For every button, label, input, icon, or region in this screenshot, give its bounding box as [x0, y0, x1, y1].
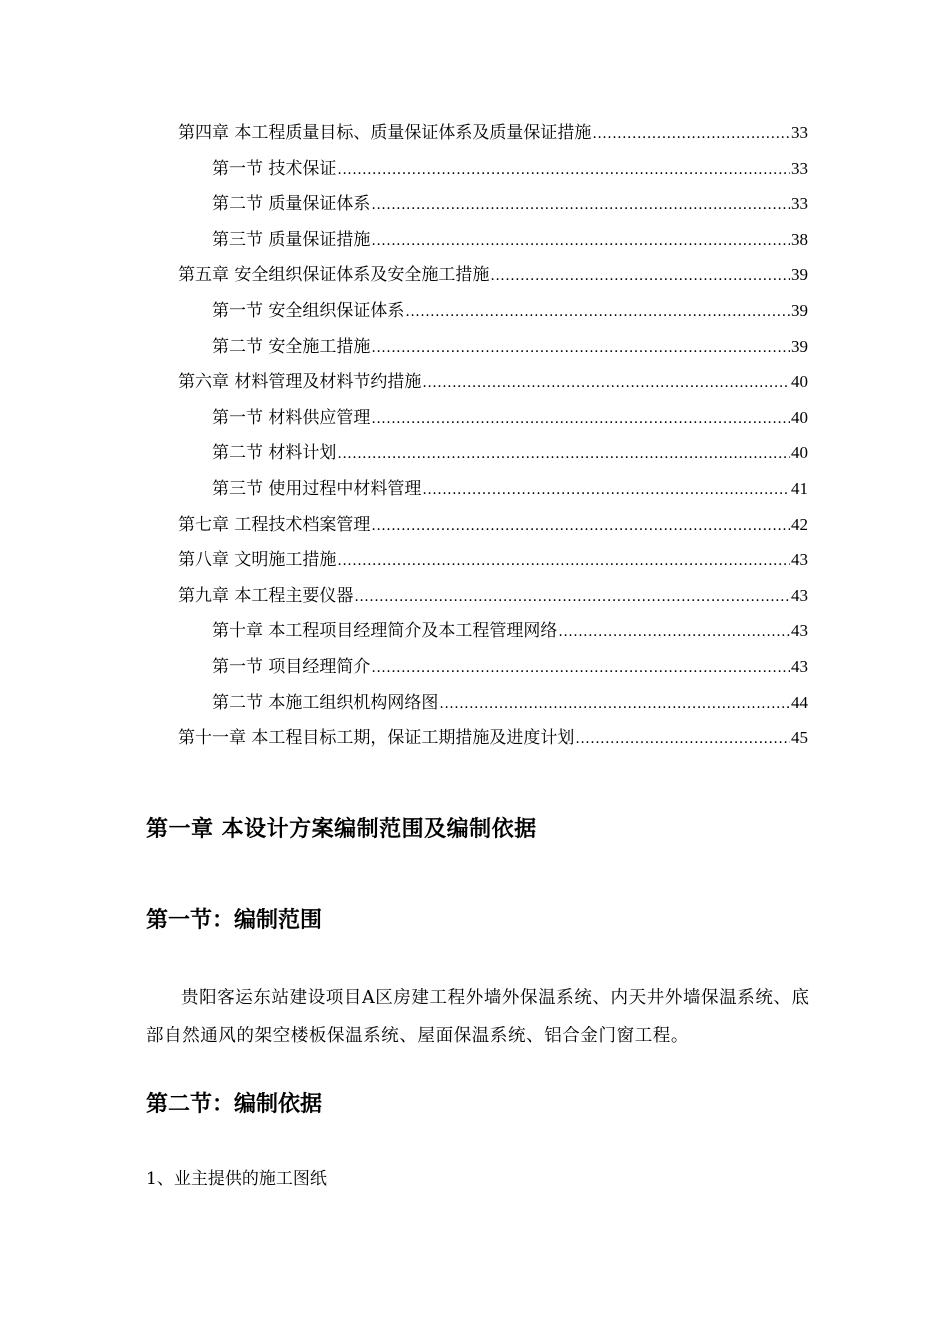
- toc-page-number: 43: [791, 585, 808, 605]
- toc-page-number: 33: [791, 194, 808, 214]
- toc-page-number: 38: [791, 229, 808, 249]
- toc-entry[interactable]: [178, 542, 808, 578]
- table-of-contents: [178, 115, 808, 756]
- toc-dot-leader: [371, 402, 790, 436]
- toc-page-number: 40: [791, 443, 808, 463]
- toc-dot-leader: [490, 259, 790, 293]
- toc-entry-title: 第一节 材料供应管理: [212, 407, 371, 428]
- toc-dot-leader: [405, 295, 790, 329]
- toc-dot-leader: [354, 580, 790, 614]
- toc-entry-title: 第二节 安全施工措施: [212, 336, 371, 357]
- toc-page-number: 33: [791, 123, 808, 142]
- toc-entry[interactable]: [178, 578, 808, 614]
- toc-entry[interactable]: [178, 507, 808, 543]
- toc-entry-title: 第七章 工程技术档案管理: [178, 514, 371, 535]
- toc-entry-title: 第二节 质量保证体系: [212, 194, 371, 215]
- toc-dot-leader: [422, 366, 790, 400]
- toc-entry[interactable]: [178, 435, 808, 471]
- toc-entry[interactable]: [178, 186, 808, 222]
- toc-entry-title: 第五章 安全组织保证体系及安全施工措施: [178, 265, 490, 286]
- toc-page-number: 45: [791, 728, 808, 748]
- toc-entry-title: 第二节 材料计划: [212, 443, 337, 464]
- toc-page-number: 41: [791, 478, 808, 498]
- toc-entry[interactable]: [178, 222, 808, 258]
- toc-page-number: 39: [791, 300, 808, 320]
- toc-dot-leader: [337, 544, 790, 578]
- toc-page-number: 44: [791, 692, 808, 712]
- toc-entry[interactable]: [178, 649, 808, 685]
- toc-dot-leader: [575, 722, 790, 756]
- toc-page-number: 43: [791, 550, 808, 570]
- toc-entry[interactable]: [178, 115, 808, 151]
- toc-page-number: 39: [791, 336, 808, 356]
- section-heading-scope: 第一节：编制范围: [146, 908, 323, 933]
- toc-entry-title: 第三节 使用过程中材料管理: [212, 478, 422, 499]
- toc-dot-leader: [371, 331, 790, 365]
- toc-page-number: 39: [791, 265, 808, 285]
- toc-page-number: 33: [791, 158, 808, 178]
- toc-dot-leader: [371, 224, 790, 258]
- toc-dot-leader: [371, 188, 790, 222]
- toc-entry-title: 第十一章 本工程目标工期，保证工期措施及进度计划: [178, 728, 575, 749]
- scope-paragraph: 贵阳客运东站建设项目A区房建工程外墙外保温系统、内天井外墙保温系统、底部自然通风的架空楼板保温系统、屋面保温系统、铝合金门窗工程。: [146, 988, 810, 1046]
- toc-entry-title: 第六章 材料管理及材料节约措施: [178, 372, 422, 393]
- basis-list-item: 1、业主提供的施工图纸: [146, 1169, 327, 1189]
- toc-page-number: 40: [791, 407, 808, 427]
- toc-entry-title: 第一节 技术保证: [212, 158, 337, 179]
- toc-dot-leader: [592, 117, 790, 151]
- toc-entry[interactable]: [178, 151, 808, 187]
- toc-dot-leader: [439, 687, 790, 721]
- toc-entry[interactable]: [178, 257, 808, 293]
- toc-entry[interactable]: [178, 364, 808, 400]
- toc-entry[interactable]: [178, 400, 808, 436]
- toc-entry-title: 第一节 项目经理简介: [212, 656, 371, 677]
- toc-dot-leader: [337, 153, 790, 187]
- toc-page-number: 43: [791, 621, 808, 641]
- toc-entry[interactable]: [178, 685, 808, 721]
- toc-entry[interactable]: [178, 471, 808, 507]
- toc-entry[interactable]: [178, 329, 808, 365]
- toc-dot-leader: [558, 615, 790, 649]
- toc-entry-title: 第三节 质量保证措施: [212, 229, 371, 250]
- toc-entry-title: 第二节 本施工组织机构网络图: [212, 692, 439, 713]
- toc-entry-title: 第四章 本工程质量目标、质量保证体系及质量保证措施: [178, 123, 592, 143]
- toc-entry[interactable]: [178, 613, 808, 649]
- section-heading-basis: 第二节：编制依据: [146, 1092, 323, 1117]
- toc-entry[interactable]: [178, 720, 808, 756]
- toc-entry-title: 第九章 本工程主要仪器: [178, 585, 354, 606]
- toc-entry-title: 第八章 文明施工措施: [178, 550, 337, 571]
- toc-dot-leader: [371, 509, 790, 543]
- toc-dot-leader: [337, 437, 790, 471]
- toc-dot-leader: [422, 473, 790, 507]
- toc-page-number: 40: [791, 372, 808, 392]
- toc-entry-title: 第十章 本工程项目经理简介及本工程管理网络: [212, 621, 558, 642]
- toc-page-number: 42: [791, 514, 808, 534]
- toc-page-number: 43: [791, 656, 808, 676]
- toc-dot-leader: [371, 651, 790, 685]
- toc-entry-title: 第一节 安全组织保证体系: [212, 300, 405, 321]
- chapter-heading: 第一章 本设计方案编制范围及编制依据: [146, 817, 537, 842]
- toc-entry[interactable]: [178, 293, 808, 329]
